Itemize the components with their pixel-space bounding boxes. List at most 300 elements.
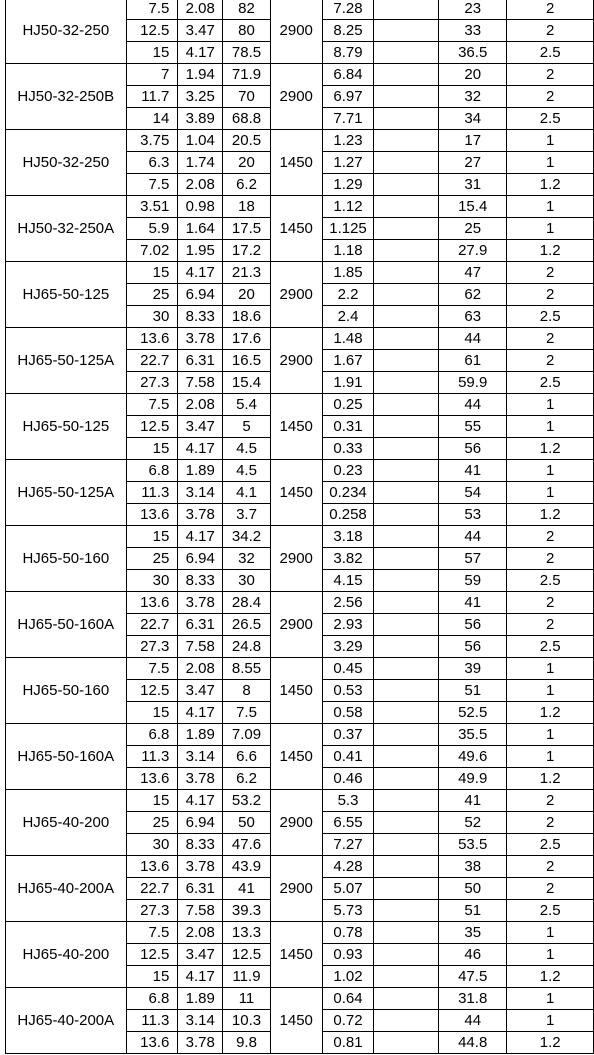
flow-ls-cell: 4.17	[178, 42, 223, 64]
power-cell: 0.45	[322, 658, 374, 680]
speed-cell: 2900	[270, 0, 322, 64]
empty-cell	[374, 262, 439, 284]
flow-m3h-cell: 12.5	[126, 416, 178, 438]
flow-m3h-cell: 27.3	[126, 900, 178, 922]
flow-m3h-cell: 7	[126, 64, 178, 86]
empty-cell	[374, 966, 439, 988]
npsh-cell: 1	[507, 218, 594, 240]
flow-ls-cell: 3.78	[178, 592, 223, 614]
power-cell: 3.29	[322, 636, 374, 658]
efficiency-cell: 63	[439, 306, 507, 328]
flow-m3h-cell: 11.7	[126, 86, 178, 108]
model-cell: HJ65-50-160A	[6, 592, 127, 658]
head-cell: 47.6	[223, 834, 271, 856]
table-row	[6, 526, 594, 548]
flow-ls-cell: 7.58	[178, 900, 223, 922]
empty-cell	[374, 922, 439, 944]
table-row	[6, 130, 594, 152]
empty-cell	[374, 86, 439, 108]
empty-cell	[374, 724, 439, 746]
speed-cell: 2900	[270, 262, 322, 328]
flow-m3h-cell: 15	[126, 702, 178, 724]
empty-cell	[374, 1032, 439, 1054]
power-cell: 0.93	[322, 944, 374, 966]
power-cell: 0.37	[322, 724, 374, 746]
empty-cell	[374, 636, 439, 658]
efficiency-cell: 56	[439, 636, 507, 658]
head-cell: 39.3	[223, 900, 271, 922]
npsh-cell: 2	[507, 284, 594, 306]
empty-cell	[374, 350, 439, 372]
empty-cell	[374, 240, 439, 262]
head-cell: 3.7	[223, 504, 271, 526]
flow-m3h-cell: 5.9	[126, 218, 178, 240]
npsh-cell: 2	[507, 592, 594, 614]
empty-cell	[374, 42, 439, 64]
head-cell: 6.2	[223, 768, 271, 790]
model-cell: HJ65-50-160	[6, 526, 127, 592]
flow-m3h-cell: 3.75	[126, 130, 178, 152]
flow-m3h-cell: 25	[126, 284, 178, 306]
power-cell: 0.234	[322, 482, 374, 504]
npsh-cell: 2	[507, 262, 594, 284]
flow-m3h-cell: 13.6	[126, 856, 178, 878]
efficiency-cell: 47.5	[439, 966, 507, 988]
table-row	[6, 0, 594, 20]
efficiency-cell: 27	[439, 152, 507, 174]
empty-cell	[374, 592, 439, 614]
flow-ls-cell: 3.47	[178, 680, 223, 702]
flow-m3h-cell: 7.5	[126, 658, 178, 680]
npsh-cell: 1.2	[507, 768, 594, 790]
flow-m3h-cell: 15	[126, 526, 178, 548]
efficiency-cell: 44	[439, 526, 507, 548]
power-cell: 2.4	[322, 306, 374, 328]
empty-cell	[374, 812, 439, 834]
npsh-cell: 2	[507, 526, 594, 548]
flow-ls-cell: 3.89	[178, 108, 223, 130]
flow-ls-cell: 2.08	[178, 174, 223, 196]
flow-ls-cell: 6.94	[178, 548, 223, 570]
efficiency-cell: 52	[439, 812, 507, 834]
power-cell: 5.73	[322, 900, 374, 922]
flow-m3h-cell: 15	[126, 42, 178, 64]
empty-cell	[374, 416, 439, 438]
flow-ls-cell: 2.08	[178, 658, 223, 680]
efficiency-cell: 53	[439, 504, 507, 526]
efficiency-cell: 56	[439, 614, 507, 636]
efficiency-cell: 54	[439, 482, 507, 504]
power-cell: 2.56	[322, 592, 374, 614]
empty-cell	[374, 570, 439, 592]
power-cell: 2.2	[322, 284, 374, 306]
npsh-cell: 2.5	[507, 834, 594, 856]
head-cell: 80	[223, 20, 271, 42]
head-cell: 15.4	[223, 372, 271, 394]
head-cell: 12.5	[223, 944, 271, 966]
flow-ls-cell: 3.78	[178, 856, 223, 878]
head-cell: 6.6	[223, 746, 271, 768]
speed-cell: 2900	[270, 790, 322, 856]
flow-ls-cell: 8.33	[178, 834, 223, 856]
power-cell: 8.25	[322, 20, 374, 42]
head-cell: 26.5	[223, 614, 271, 636]
power-cell: 1.48	[322, 328, 374, 350]
head-cell: 82	[223, 0, 271, 20]
npsh-cell: 1.2	[507, 504, 594, 526]
npsh-cell: 2	[507, 20, 594, 42]
head-cell: 11	[223, 988, 271, 1010]
table-row	[6, 592, 594, 614]
npsh-cell: 1.2	[507, 702, 594, 724]
efficiency-cell: 41	[439, 790, 507, 812]
flow-ls-cell: 3.25	[178, 86, 223, 108]
head-cell: 30	[223, 570, 271, 592]
flow-m3h-cell: 11.3	[126, 482, 178, 504]
model-cell: HJ65-50-160	[6, 658, 127, 724]
power-cell: 0.258	[322, 504, 374, 526]
efficiency-cell: 44	[439, 1010, 507, 1032]
power-cell: 7.71	[322, 108, 374, 130]
speed-cell: 2900	[270, 526, 322, 592]
head-cell: 20	[223, 152, 271, 174]
npsh-cell: 1	[507, 130, 594, 152]
efficiency-cell: 35	[439, 922, 507, 944]
npsh-cell: 1	[507, 988, 594, 1010]
head-cell: 4.5	[223, 438, 271, 460]
power-cell: 0.72	[322, 1010, 374, 1032]
head-cell: 13.3	[223, 922, 271, 944]
flow-ls-cell: 7.58	[178, 636, 223, 658]
flow-m3h-cell: 15	[126, 438, 178, 460]
npsh-cell: 1	[507, 394, 594, 416]
flow-m3h-cell: 7.5	[126, 0, 178, 20]
flow-ls-cell: 1.95	[178, 240, 223, 262]
flow-m3h-cell: 12.5	[126, 680, 178, 702]
empty-cell	[374, 768, 439, 790]
empty-cell	[374, 856, 439, 878]
flow-m3h-cell: 6.8	[126, 988, 178, 1010]
power-cell: 4.28	[322, 856, 374, 878]
power-cell: 0.41	[322, 746, 374, 768]
power-cell: 4.15	[322, 570, 374, 592]
head-cell: 16.5	[223, 350, 271, 372]
flow-m3h-cell: 27.3	[126, 372, 178, 394]
efficiency-cell: 55	[439, 416, 507, 438]
npsh-cell: 2.5	[507, 570, 594, 592]
empty-cell	[374, 1010, 439, 1032]
table-row	[6, 394, 594, 416]
flow-ls-cell: 4.17	[178, 262, 223, 284]
model-cell: HJ50-32-250	[6, 130, 127, 196]
efficiency-cell: 44	[439, 394, 507, 416]
speed-cell: 1450	[270, 394, 322, 460]
table-row	[6, 724, 594, 746]
speed-cell: 1450	[270, 460, 322, 526]
flow-m3h-cell: 12.5	[126, 20, 178, 42]
flow-m3h-cell: 6.3	[126, 152, 178, 174]
head-cell: 9.8	[223, 1032, 271, 1054]
model-cell: HJ65-50-125	[6, 262, 127, 328]
power-cell: 1.18	[322, 240, 374, 262]
model-cell: HJ50-32-250	[6, 0, 127, 64]
power-cell: 0.33	[322, 438, 374, 460]
power-cell: 7.28	[322, 0, 374, 20]
npsh-cell: 1.2	[507, 1032, 594, 1054]
head-cell: 11.9	[223, 966, 271, 988]
flow-m3h-cell: 22.7	[126, 614, 178, 636]
npsh-cell: 1	[507, 658, 594, 680]
efficiency-cell: 23	[439, 0, 507, 20]
flow-ls-cell: 2.08	[178, 0, 223, 20]
efficiency-cell: 44	[439, 328, 507, 350]
empty-cell	[374, 746, 439, 768]
efficiency-cell: 15.4	[439, 196, 507, 218]
head-cell: 53.2	[223, 790, 271, 812]
flow-m3h-cell: 6.8	[126, 460, 178, 482]
flow-ls-cell: 8.33	[178, 570, 223, 592]
npsh-cell: 1	[507, 460, 594, 482]
npsh-cell: 2	[507, 64, 594, 86]
flow-m3h-cell: 15	[126, 262, 178, 284]
flow-ls-cell: 1.64	[178, 218, 223, 240]
npsh-cell: 2.5	[507, 900, 594, 922]
empty-cell	[374, 988, 439, 1010]
table-row	[6, 64, 594, 86]
head-cell: 10.3	[223, 1010, 271, 1032]
flow-m3h-cell: 13.6	[126, 768, 178, 790]
npsh-cell: 2	[507, 548, 594, 570]
efficiency-cell: 27.9	[439, 240, 507, 262]
power-cell: 1.85	[322, 262, 374, 284]
efficiency-cell: 49.6	[439, 746, 507, 768]
efficiency-cell: 44.8	[439, 1032, 507, 1054]
power-cell: 0.46	[322, 768, 374, 790]
pump-performance-table	[5, 0, 594, 1054]
flow-ls-cell: 1.89	[178, 460, 223, 482]
flow-ls-cell: 1.89	[178, 988, 223, 1010]
flow-ls-cell: 3.14	[178, 1010, 223, 1032]
empty-cell	[374, 460, 439, 482]
flow-m3h-cell: 25	[126, 812, 178, 834]
model-cell: HJ65-40-200	[6, 922, 127, 988]
flow-ls-cell: 3.47	[178, 416, 223, 438]
head-cell: 8.55	[223, 658, 271, 680]
npsh-cell: 2	[507, 878, 594, 900]
npsh-cell: 2.5	[507, 108, 594, 130]
efficiency-cell: 31	[439, 174, 507, 196]
efficiency-cell: 20	[439, 64, 507, 86]
npsh-cell: 1.2	[507, 240, 594, 262]
flow-ls-cell: 1.74	[178, 152, 223, 174]
flow-m3h-cell: 30	[126, 306, 178, 328]
table-row	[6, 328, 594, 350]
flow-m3h-cell: 15	[126, 966, 178, 988]
flow-m3h-cell: 12.5	[126, 944, 178, 966]
power-cell: 5.3	[322, 790, 374, 812]
flow-ls-cell: 6.31	[178, 614, 223, 636]
flow-m3h-cell: 30	[126, 834, 178, 856]
head-cell: 20	[223, 284, 271, 306]
table-row	[6, 922, 594, 944]
model-cell: HJ50-32-250B	[6, 64, 127, 130]
empty-cell	[374, 548, 439, 570]
efficiency-cell: 53.5	[439, 834, 507, 856]
head-cell: 7.5	[223, 702, 271, 724]
speed-cell: 2900	[270, 328, 322, 394]
power-cell: 3.82	[322, 548, 374, 570]
flow-ls-cell: 3.47	[178, 944, 223, 966]
npsh-cell: 2	[507, 86, 594, 108]
speed-cell: 1450	[270, 724, 322, 790]
table-row	[6, 658, 594, 680]
flow-ls-cell: 3.78	[178, 1032, 223, 1054]
flow-ls-cell: 4.17	[178, 438, 223, 460]
head-cell: 17.6	[223, 328, 271, 350]
empty-cell	[374, 878, 439, 900]
empty-cell	[374, 482, 439, 504]
efficiency-cell: 47	[439, 262, 507, 284]
flow-ls-cell: 3.14	[178, 746, 223, 768]
npsh-cell: 2	[507, 812, 594, 834]
efficiency-cell: 62	[439, 284, 507, 306]
flow-m3h-cell: 7.5	[126, 922, 178, 944]
head-cell: 68.8	[223, 108, 271, 130]
speed-cell: 2900	[270, 64, 322, 130]
head-cell: 18.6	[223, 306, 271, 328]
speed-cell: 1450	[270, 922, 322, 988]
power-cell: 0.64	[322, 988, 374, 1010]
efficiency-cell: 36.5	[439, 42, 507, 64]
flow-m3h-cell: 25	[126, 548, 178, 570]
npsh-cell: 1	[507, 724, 594, 746]
efficiency-cell: 59.9	[439, 372, 507, 394]
table-row	[6, 262, 594, 284]
table-row	[6, 790, 594, 812]
empty-cell	[374, 944, 439, 966]
empty-cell	[374, 328, 439, 350]
efficiency-cell: 56	[439, 438, 507, 460]
flow-m3h-cell: 11.3	[126, 746, 178, 768]
npsh-cell: 2.5	[507, 306, 594, 328]
power-cell: 1.125	[322, 218, 374, 240]
empty-cell	[374, 306, 439, 328]
flow-ls-cell: 8.33	[178, 306, 223, 328]
head-cell: 70	[223, 86, 271, 108]
speed-cell: 2900	[270, 592, 322, 658]
efficiency-cell: 52.5	[439, 702, 507, 724]
efficiency-cell: 57	[439, 548, 507, 570]
model-cell: HJ65-40-200A	[6, 856, 127, 922]
head-cell: 32	[223, 548, 271, 570]
empty-cell	[374, 834, 439, 856]
flow-m3h-cell: 13.6	[126, 504, 178, 526]
flow-ls-cell: 7.58	[178, 372, 223, 394]
npsh-cell: 1.2	[507, 438, 594, 460]
table-row	[6, 856, 594, 878]
efficiency-cell: 38	[439, 856, 507, 878]
flow-m3h-cell: 22.7	[126, 878, 178, 900]
empty-cell	[374, 196, 439, 218]
empty-cell	[374, 152, 439, 174]
power-cell: 1.27	[322, 152, 374, 174]
table-row	[6, 196, 594, 218]
head-cell: 5	[223, 416, 271, 438]
empty-cell	[374, 526, 439, 548]
head-cell: 17.5	[223, 218, 271, 240]
flow-ls-cell: 1.94	[178, 64, 223, 86]
flow-ls-cell: 3.78	[178, 504, 223, 526]
speed-cell: 1450	[270, 130, 322, 196]
npsh-cell: 2	[507, 614, 594, 636]
efficiency-cell: 46	[439, 944, 507, 966]
model-cell: HJ65-50-125A	[6, 460, 127, 526]
speed-cell: 1450	[270, 658, 322, 724]
model-cell: HJ50-32-250A	[6, 196, 127, 262]
flow-ls-cell: 4.17	[178, 526, 223, 548]
flow-m3h-cell: 7.5	[126, 394, 178, 416]
npsh-cell: 2	[507, 790, 594, 812]
empty-cell	[374, 64, 439, 86]
head-cell: 4.1	[223, 482, 271, 504]
flow-ls-cell: 1.89	[178, 724, 223, 746]
head-cell: 41	[223, 878, 271, 900]
power-cell: 6.84	[322, 64, 374, 86]
empty-cell	[374, 130, 439, 152]
empty-cell	[374, 438, 439, 460]
empty-cell	[374, 504, 439, 526]
model-cell: HJ65-50-160A	[6, 724, 127, 790]
flow-m3h-cell: 30	[126, 570, 178, 592]
model-cell: HJ65-40-200	[6, 790, 127, 856]
efficiency-cell: 41	[439, 460, 507, 482]
head-cell: 43.9	[223, 856, 271, 878]
head-cell: 4.5	[223, 460, 271, 482]
power-cell: 0.78	[322, 922, 374, 944]
npsh-cell: 1	[507, 944, 594, 966]
head-cell: 24.8	[223, 636, 271, 658]
flow-m3h-cell: 6.8	[126, 724, 178, 746]
npsh-cell: 2	[507, 328, 594, 350]
npsh-cell: 1	[507, 1010, 594, 1032]
speed-cell: 1450	[270, 988, 322, 1054]
flow-m3h-cell: 7.02	[126, 240, 178, 262]
efficiency-cell: 31.8	[439, 988, 507, 1010]
flow-ls-cell: 3.78	[178, 768, 223, 790]
empty-cell	[374, 20, 439, 42]
power-cell: 1.23	[322, 130, 374, 152]
flow-m3h-cell: 7.5	[126, 174, 178, 196]
head-cell: 21.3	[223, 262, 271, 284]
efficiency-cell: 25	[439, 218, 507, 240]
power-cell: 6.55	[322, 812, 374, 834]
efficiency-cell: 51	[439, 680, 507, 702]
empty-cell	[374, 108, 439, 130]
npsh-cell: 2	[507, 856, 594, 878]
flow-ls-cell: 3.47	[178, 20, 223, 42]
flow-ls-cell: 3.14	[178, 482, 223, 504]
flow-m3h-cell: 13.6	[126, 328, 178, 350]
model-cell: HJ65-40-200A	[6, 988, 127, 1054]
head-cell: 8	[223, 680, 271, 702]
flow-m3h-cell: 3.51	[126, 196, 178, 218]
efficiency-cell: 33	[439, 20, 507, 42]
flow-ls-cell: 6.94	[178, 812, 223, 834]
efficiency-cell: 34	[439, 108, 507, 130]
empty-cell	[374, 174, 439, 196]
head-cell: 20.5	[223, 130, 271, 152]
empty-cell	[374, 790, 439, 812]
